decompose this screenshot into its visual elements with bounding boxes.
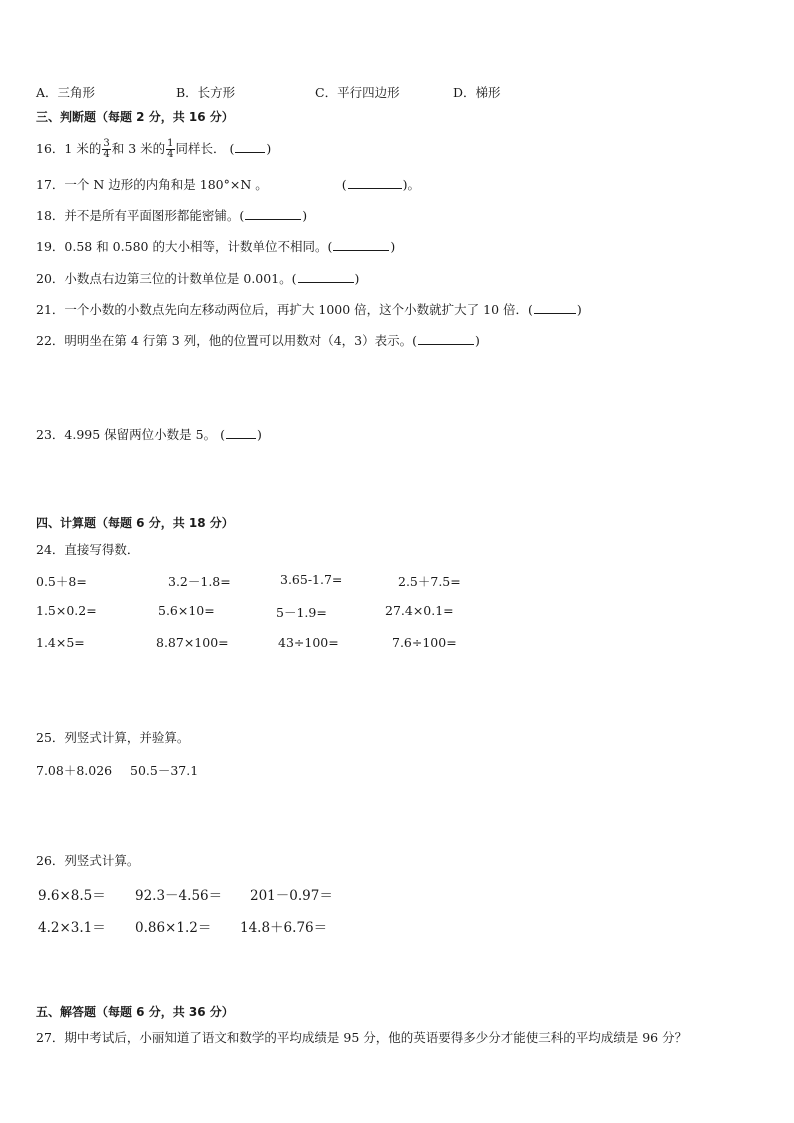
q19-close: ) [390, 239, 396, 254]
q24-item: 8.87×100= [156, 635, 229, 650]
q16-part3: 同样长． ( [175, 141, 235, 156]
q24-item: 0.5＋8= [36, 574, 87, 589]
section-4-title: 四、计算题（每题 6 分，共 18 分） [36, 516, 234, 530]
q16-fraction-2 [166, 139, 174, 160]
q16-close: ) [266, 141, 272, 156]
question-18 [36, 208, 307, 224]
q16-frac1-numerator: 3 [103, 138, 110, 149]
q19-text: 19．0.58 和 0.580 的大小相等，计数单位不相同。( [36, 239, 333, 254]
q24-item: 5－1.9= [276, 605, 327, 620]
q16-number: 16． [36, 141, 65, 156]
q24-item: 27.4×0.1= [385, 603, 454, 618]
question-26-title: 26．列竖式计算。 [36, 853, 140, 868]
q26-item: 92.3－4.56＝ [135, 888, 223, 904]
q22-answer-blank[interactable] [418, 333, 474, 345]
question-27: 27．期中考试后，小丽知道了语文和数学的平均成绩是 95 分，他的英语要得多少分才能使三科的平均成绩是 96 分？ [36, 1030, 688, 1045]
q21-text: 21．一个小数的小数点先向左移动两位后，再扩大 1000 倍，这个小数就扩大了 10 倍．( [36, 302, 533, 317]
q16-part2: 和 3 米的 [111, 141, 166, 156]
question-25-title: 25．列竖式计算，并验算。 [36, 730, 190, 745]
q24-item: 43÷100= [278, 635, 339, 650]
q20-answer-blank[interactable] [298, 271, 354, 283]
question-19 [36, 239, 395, 255]
question-22 [36, 333, 480, 349]
q18-answer-blank[interactable] [245, 208, 301, 220]
section-5-title: 五、解答题（每题 6 分，共 36 分） [36, 1005, 234, 1019]
q24-item: 3.65-1.7= [280, 572, 343, 587]
q26-item: 9.6×8.5＝ [38, 888, 106, 904]
q23-close: ) [256, 427, 262, 442]
option-d: D．梯形 [453, 85, 501, 100]
section-3-title: 三、判断题（每题 2 分，共 16 分） [36, 110, 234, 124]
q16-frac1-denominator: 4 [103, 149, 110, 160]
q24-item: 1.4×5= [36, 635, 85, 650]
q22-text: 22．明明坐在第 4 行第 3 列，他的位置可以用数对（4，3）表示。( [36, 333, 417, 348]
q17-close: )。 [402, 177, 421, 192]
option-a: A．三角形 [36, 85, 96, 100]
q26-item: 4.2×3.1＝ [38, 920, 106, 936]
q24-item: 2.5＋7.5= [398, 574, 461, 589]
q26-item: 201－0.97＝ [250, 888, 333, 904]
question-24-title: 24．直接写得数． [36, 542, 140, 557]
q17-open: ( [341, 177, 347, 192]
question-23 [36, 427, 262, 443]
q24-item: 3.2－1.8= [168, 574, 231, 589]
question-16 [36, 136, 271, 162]
q16-answer-blank[interactable] [235, 141, 265, 153]
q24-item: 1.5×0.2= [36, 603, 97, 618]
q16-fraction-1 [102, 139, 110, 160]
q22-close: ) [475, 333, 480, 348]
q24-item: 7.6÷100= [392, 635, 457, 650]
q25-item: 7.08＋8.026 [36, 763, 113, 778]
q20-text: 20．小数点右边第三位的计数单位是 0.001。( [36, 271, 297, 286]
q17-answer-blank[interactable] [348, 177, 402, 189]
question-17 [36, 177, 420, 193]
q26-item: 14.8＋6.76＝ [240, 920, 328, 936]
q21-close: ) [576, 302, 582, 317]
q16-frac2-numerator: 1 [167, 138, 174, 149]
q17-text: 17．一个 N 边形的内角和是 180°×N 。 [36, 177, 268, 192]
q16-part1: 1 米的 [64, 141, 102, 156]
q21-answer-blank[interactable] [534, 302, 576, 314]
option-b: B．长方形 [176, 85, 236, 100]
q18-close: ) [302, 208, 308, 223]
q23-answer-blank[interactable] [226, 427, 256, 439]
q18-text: 18．并不是所有平面图形都能密铺。( [36, 208, 245, 223]
q20-close: ) [354, 271, 360, 286]
q16-frac2-denominator: 4 [167, 149, 174, 160]
option-c: C．平行四边形 [315, 85, 400, 100]
q23-text: 23．4.995 保留两位小数是 5。 ( [36, 427, 225, 442]
question-21 [36, 302, 582, 318]
q19-answer-blank[interactable] [333, 239, 389, 251]
q26-item: 0.86×1.2＝ [135, 920, 212, 936]
q25-item: 50.5－37.1 [130, 763, 199, 778]
question-20 [36, 271, 359, 287]
q24-item: 5.6×10= [158, 603, 215, 618]
